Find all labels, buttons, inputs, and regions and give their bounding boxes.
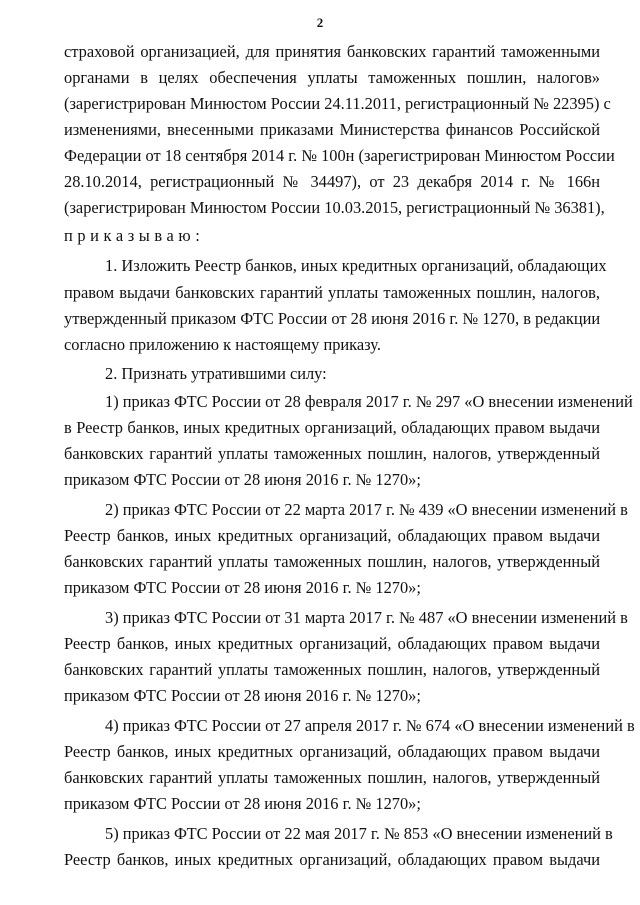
- text-line: изменениями, внесенными приказами Министерства финансов Российской: [64, 120, 600, 139]
- subitem-2-line: Реестр банков, иных кредитных организаций, обладающих правом выдачи: [64, 526, 600, 545]
- order-verb: приказываю:: [64, 226, 205, 245]
- paragraph-1-line: согласно приложению к настоящему приказу.: [64, 335, 381, 354]
- page-number: 2: [316, 15, 324, 30]
- subitem-4-line: 4) приказ ФТС России от 27 апреля 2017 г. № 674 «О внесении изменений в: [105, 716, 635, 735]
- paragraph-1-line: правом выдачи банковских гарантий уплаты таможенных пошлин, налогов,: [64, 283, 600, 302]
- subitem-3-line: приказом ФТС России от 28 июня 2016 г. № 1270»;: [64, 686, 421, 705]
- subitem-4-line: банковских гарантий уплаты таможенных пошлин, налогов, утвержденный: [64, 768, 600, 787]
- subitem-2-line: 2) приказ ФТС России от 22 марта 2017 г. № 439 «О внесении изменений в: [105, 500, 628, 519]
- text-line: 28.10.2014, регистрационный № 34497), от 23 декабря 2014 г. № 166н: [64, 172, 600, 191]
- paragraph-1-line: 1. Изложить Реестр банков, иных кредитных организаций, обладающих: [105, 256, 607, 275]
- subitem-1-line: банковских гарантий уплаты таможенных пошлин, налогов, утвержденный: [64, 444, 600, 463]
- subitem-5-line: Реестр банков, иных кредитных организаций, обладающих правом выдачи: [64, 850, 600, 869]
- subitem-3-line: банковских гарантий уплаты таможенных пошлин, налогов, утвержденный: [64, 660, 600, 679]
- subitem-2-line: банковских гарантий уплаты таможенных пошлин, налогов, утвержденный: [64, 552, 600, 571]
- paragraph-1-line: утвержденный приказом ФТС России от 28 июня 2016 г. № 1270, в редакции: [64, 309, 601, 328]
- subitem-5-line: 5) приказ ФТС России от 22 мая 2017 г. № 853 «О внесении изменений в: [105, 824, 613, 843]
- subitem-2-line: приказом ФТС России от 28 июня 2016 г. № 1270»;: [64, 578, 421, 597]
- subitem-4-line: приказом ФТС России от 28 июня 2016 г. № 1270»;: [64, 794, 421, 813]
- text-line: (зарегистрирован Минюстом России 10.03.2015, регистрационный № 36381),: [64, 198, 605, 217]
- subitem-3-line: Реестр банков, иных кредитных организаций, обладающих правом выдачи: [64, 634, 600, 653]
- subitem-3-line: 3) приказ ФТС России от 31 марта 2017 г. № 487 «О внесении изменений в: [105, 608, 628, 627]
- text-line: страховой организацией, для принятия банковских гарантий таможенными: [64, 42, 600, 61]
- paragraph-2-heading: 2. Признать утратившими силу:: [105, 364, 327, 383]
- subitem-1-line: приказом ФТС России от 28 июня 2016 г. № 1270»;: [64, 470, 421, 489]
- subitem-4-line: Реестр банков, иных кредитных организаций, обладающих правом выдачи: [64, 742, 600, 761]
- subitem-1-line: в Реестр банков, иных кредитных организаций, обладающих правом выдачи: [64, 418, 600, 437]
- text-line: (зарегистрирован Минюстом России 24.11.2011, регистрационный № 22395) с: [64, 94, 611, 113]
- subitem-1-line: 1) приказ ФТС России от 28 февраля 2017 г. № 297 «О внесении изменений: [105, 392, 633, 411]
- text-line: органами в целях обеспечения уплаты таможенных пошлин, налогов»: [64, 68, 600, 87]
- text-line: Федерации от 18 сентября 2014 г. № 100н (зарегистрирован Минюстом России: [64, 146, 615, 165]
